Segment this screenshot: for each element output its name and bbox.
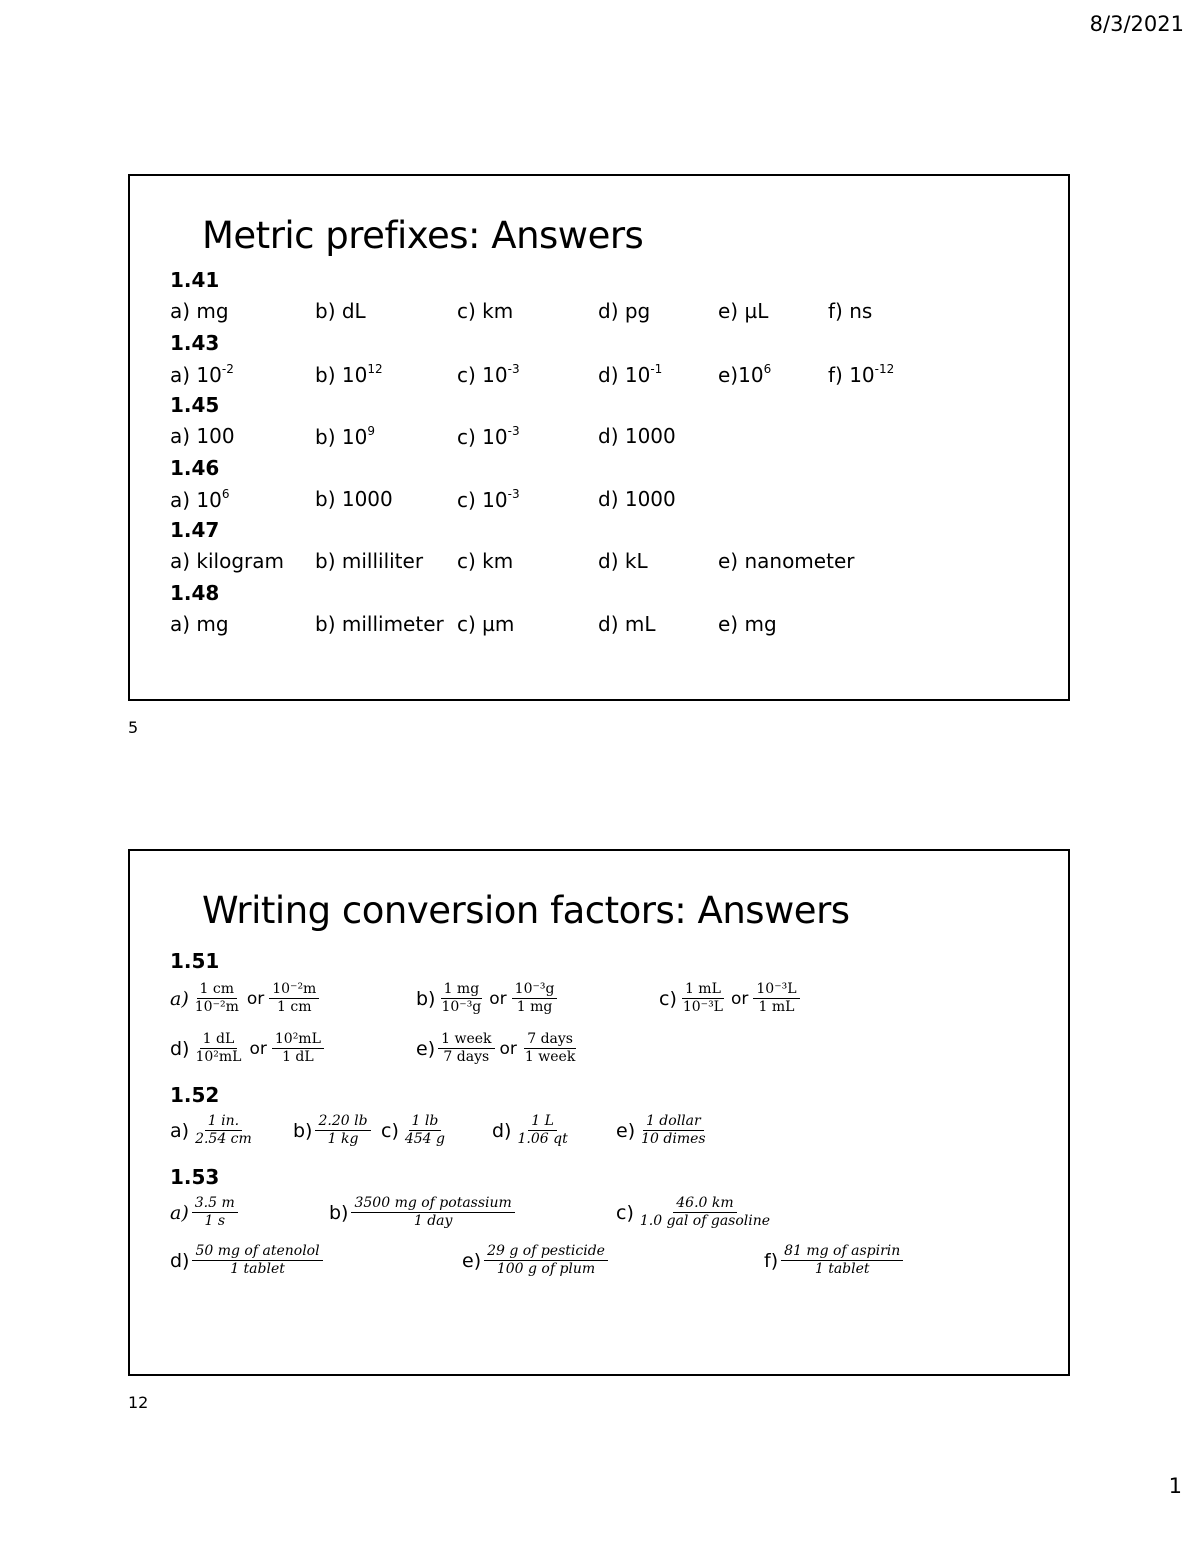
- answer-exponent: -2: [221, 361, 234, 376]
- answer-text: a) 10: [170, 362, 222, 387]
- answer-exponent: 6: [221, 486, 230, 501]
- answer-1-51-c: [659, 981, 800, 1016]
- slide-conversion-factors: [128, 849, 1070, 1376]
- answer-text: a) 100: [170, 424, 235, 448]
- fraction: $\frac{1 dL}{\text{10²mL}}$: [195, 1031, 242, 1065]
- answer-exponent: 12: [367, 361, 383, 376]
- answer-text: d) 1000: [598, 486, 676, 511]
- or-word: or: [499, 1038, 517, 1059]
- page-number: 1: [1168, 1474, 1182, 1498]
- answer-exponent: 6: [763, 361, 772, 376]
- answer-1-53-c: [616, 1195, 773, 1230]
- answer-1-53-b: [329, 1195, 515, 1230]
- answer-item: [598, 362, 662, 387]
- answer-item: [170, 362, 234, 387]
- answer-text: e) nanometer: [718, 549, 855, 573]
- answer-item: [828, 362, 894, 387]
- answer-text: b) 10: [315, 362, 368, 387]
- fraction: $\frac{1 mg}{\text{10⁻³g}}$: [441, 981, 482, 1015]
- section-label: 1.47: [170, 518, 220, 542]
- answer-1-51-a: [170, 981, 319, 1016]
- slide-number: 12: [128, 1393, 149, 1412]
- fraction: $\frac{\text{50 mg of atenolol}}{\text{1 tablet}}$: [192, 1243, 322, 1278]
- answer-1-52-d: [492, 1113, 571, 1148]
- answer-item: [315, 362, 383, 387]
- fraction: $\frac{1 mL}{\text{10⁻³L}}$: [682, 981, 723, 1015]
- answer-item: [315, 612, 444, 636]
- answer-1-53-d: [170, 1243, 323, 1278]
- answer-item: [457, 549, 513, 573]
- answer-text: d) 10: [598, 362, 651, 387]
- answer-letter: a): [170, 987, 189, 1010]
- answer-letter: d): [492, 1119, 512, 1142]
- answer-text: c) 10: [457, 362, 508, 387]
- answer-letter: e): [416, 1037, 436, 1060]
- answer-exponent: -3: [507, 424, 520, 438]
- answer-item: [718, 612, 777, 636]
- section-label: 1.43: [170, 330, 220, 355]
- fraction: $\frac{1 lb}{454 g}$: [404, 1113, 445, 1147]
- answer-item: [718, 362, 771, 387]
- answer-letter: d): [170, 1249, 190, 1272]
- fraction: $\frac{\text{3500 mg of potassium}}{\text{1 day}}$: [351, 1195, 514, 1230]
- answer-text: f) 10: [828, 362, 875, 387]
- answer-1-51-b: [416, 981, 557, 1016]
- section-label: 1.48: [170, 580, 220, 605]
- answer-exponent: -3: [507, 361, 520, 376]
- or-word: or: [246, 988, 265, 1009]
- answer-item: [718, 299, 768, 323]
- section-label: 1.51: [170, 949, 220, 973]
- answer-text: a) kilogram: [170, 549, 285, 573]
- answer-1-53-e: [462, 1243, 608, 1278]
- answer-text: b) dL: [315, 299, 366, 323]
- answer-item: [598, 549, 648, 573]
- slide-number: 5: [128, 718, 139, 737]
- answer-letter: b): [416, 987, 436, 1010]
- answer-text: f) ns: [828, 299, 873, 323]
- answer-item: [457, 362, 520, 387]
- answer-text: c) µm: [457, 611, 515, 636]
- slide-title: Metric prefixes: Answers: [202, 214, 644, 257]
- answer-item: [315, 487, 393, 511]
- fraction: $\frac{\text{7 days}}{\text{1 week}}$: [524, 1031, 576, 1065]
- fraction: $\frac{46.0 km}{\text{1.0 gal of gasoline}}$: [639, 1195, 771, 1229]
- fraction: $\frac{\text{1 dollar}}{\text{10 dimes}}$: [641, 1113, 706, 1147]
- fraction: $\frac{\text{81 mg of aspirin}}{\text{1 tablet}}$: [781, 1243, 903, 1278]
- or-word: or: [249, 1038, 267, 1059]
- answer-exponent: -12: [874, 361, 895, 376]
- answer-letter: c): [616, 1201, 634, 1224]
- answer-item: [598, 612, 655, 636]
- answer-item: [170, 299, 229, 323]
- section-label: 1.52: [170, 1083, 220, 1107]
- answer-1-51-d: [170, 1031, 324, 1066]
- fraction: $\frac{\text{10⁻²m}}{1 cm}$: [269, 981, 319, 1016]
- answer-letter: a): [170, 1201, 189, 1224]
- answer-1-52-b: [293, 1113, 371, 1148]
- answer-item: [457, 487, 520, 512]
- answer-item: [457, 424, 520, 449]
- answer-1-52-a: [170, 1113, 255, 1148]
- answer-text: b) milliliter: [315, 549, 424, 573]
- fraction: $\frac{2.20 lb}{1 kg}$: [315, 1113, 370, 1148]
- answer-item: [315, 424, 375, 449]
- answer-item: [170, 612, 229, 636]
- slide-title: Writing conversion factors: Answers: [202, 889, 850, 932]
- answer-exponent: -1: [650, 361, 663, 376]
- answer-item: [598, 424, 676, 448]
- slide-metric-prefixes: [128, 174, 1070, 701]
- section-label: 1.53: [170, 1165, 220, 1189]
- answer-text: d) kL: [598, 549, 648, 573]
- answer-item: [457, 299, 513, 323]
- answer-item: [598, 299, 650, 323]
- answer-letter: b): [329, 1201, 349, 1224]
- answer-1-52-e: [616, 1113, 709, 1148]
- answer-text: d) pg: [598, 299, 651, 323]
- answer-text: c) 10: [457, 487, 508, 512]
- answer-item: [598, 487, 676, 511]
- answer-letter: b): [293, 1119, 313, 1142]
- fraction: $\frac{\text{1 week}}{\text{7 days}}$: [438, 1031, 494, 1066]
- answer-text: c) 10: [457, 425, 508, 449]
- answer-letter: a): [170, 1119, 190, 1142]
- answer-item: [315, 299, 366, 323]
- answer-item: [170, 424, 235, 448]
- answer-item: [828, 299, 872, 323]
- answer-text: e) mg: [718, 611, 777, 636]
- section-label: 1.46: [170, 455, 220, 480]
- answer-1-53-f: [764, 1243, 903, 1278]
- fraction: $\frac{1 L}{1.06 qt}$: [517, 1113, 568, 1147]
- answer-item: [315, 549, 423, 573]
- fraction: $\frac{\text{10⁻³g}}{1 mg}$: [512, 981, 558, 1016]
- answer-1-53-a: [170, 1195, 238, 1230]
- answer-text: a) 10: [170, 487, 222, 512]
- answer-item: [718, 549, 854, 573]
- fraction: $\frac{\text{29 g of pesticide}}{\text{100 g of plum}}$: [484, 1243, 608, 1278]
- answer-exponent: 9: [367, 424, 375, 438]
- header-date: 8/3/2021: [1089, 12, 1184, 36]
- answer-item: [457, 612, 514, 636]
- answer-text: e)10: [718, 362, 764, 387]
- fraction: $\frac{\text{10²mL}}{1 dL}$: [272, 1031, 324, 1066]
- answer-1-52-c: [381, 1113, 448, 1148]
- answer-letter: c): [381, 1119, 399, 1142]
- or-word: or: [489, 988, 507, 1009]
- answer-exponent: -3: [507, 486, 520, 501]
- answer-text: c) km: [457, 549, 514, 573]
- answer-1-51-e: [416, 1031, 578, 1066]
- or-word: or: [730, 988, 749, 1009]
- answer-text: c) km: [457, 299, 514, 323]
- answer-letter: e): [462, 1249, 482, 1272]
- section-label: 1.41: [170, 268, 220, 292]
- fraction: $\frac{1 cm}{\text{10⁻²m}}$: [194, 981, 239, 1015]
- answer-text: b) 10: [315, 425, 368, 449]
- answer-letter: d): [170, 1037, 190, 1060]
- section-label: 1.45: [170, 393, 220, 417]
- answer-text: b) millimeter: [315, 611, 444, 636]
- answer-text: a) mg: [170, 299, 229, 323]
- answer-letter: e): [616, 1119, 636, 1142]
- answer-letter: c): [659, 987, 677, 1010]
- fraction: $\frac{3.5 m}{1 s}$: [192, 1195, 238, 1230]
- answer-text: b) 1000: [315, 486, 393, 511]
- answer-text: d) 1000: [598, 424, 676, 448]
- answer-item: [170, 487, 230, 512]
- fraction: $\frac{1 in.}{2.54 cm}$: [195, 1113, 252, 1147]
- answer-item: [170, 549, 284, 573]
- answer-text: a) mg: [170, 611, 229, 636]
- answer-letter: f): [764, 1249, 779, 1272]
- answer-text: e) µL: [718, 299, 769, 323]
- fraction: $\frac{\text{10⁻³L}}{1 mL}$: [753, 981, 799, 1016]
- answer-text: d) mL: [598, 611, 656, 636]
